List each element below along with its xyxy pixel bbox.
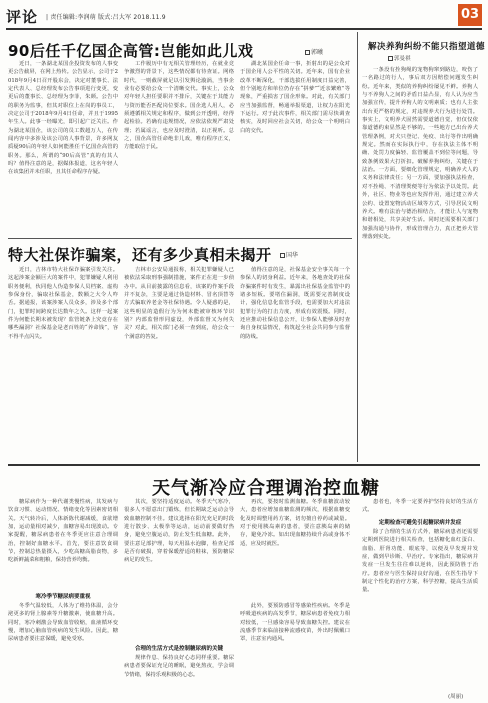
header-meta: | 责任编辑:李润萌 版式:吕大军 2018.11.9 <box>46 14 166 21</box>
author-box-icon <box>305 50 310 55</box>
article4-col3: 再次，要按时监测血糖。冬季血糖波动较大，患者应增加血糖监测的频次，根据血糖变化及时调整用药方案，切勿擅自停药或减量。对于使用胰岛素的患者，要注意胰岛素的储存，避免冷冻。如出现血糖持续升高或身体不适，应及时就医。 <box>240 499 350 547</box>
article3-author <box>388 54 411 62</box>
article1-author <box>305 47 323 56</box>
header-rule <box>6 28 482 30</box>
article4-col4b: 除了合理的生活方式外，糖尿病患者还需要定期到医院进行相关检查，包括糖化血红蛋白、血脂、肝肾功能、眼底等，以便及早发现并发症，做到早诊断、早治疗。专家指出，糖尿病并发症一旦发生往往难以逆转，因此预防胜于治疗。患者应与医生保持良好沟通，在医生指导下制定个性化的治疗方案，科学控糖，提高生活质量。 <box>362 529 478 594</box>
article1-col2: 工作履历中有无相关管理经历，在就业竞争激烈的背景下，这些情况都有待查证。网络时代，一则截屏就足以引发舆论漩涡，当事企业有必要给公众一个清晰交代。事实上，公众对年轻人担任要职并不排斥，关键在于其能力与资历能否匹配岗位要求。国企选人用人，必须遵循相关规定和程序，做到公开透明，经得起检验。若确有违规情况，应依法依规严肃处理；若属谣言，也应及时澄清，以正视听。总之，国企高管任命绝非儿戏，唯有程序正义，方能取信于民。 <box>124 61 234 151</box>
author-box-icon <box>388 56 393 61</box>
article4-subhead1: 寒冷季节糖尿病要重视 <box>35 594 91 600</box>
article2-author-name: 国华 <box>286 252 299 259</box>
article2-author <box>280 250 298 259</box>
article4-title: 天气渐冷应合理调治控血糖 <box>152 478 380 499</box>
article4-col3b: 此外，要预防感冒等感染性疾病。冬季是呼吸道疾病的高发季节，糖尿病患者免疫力相对较低，一旦感染容易导致血糖失控。建议在流感季节来临前接种流感疫苗，外出时佩戴口罩，注意室内通风。 <box>240 603 350 643</box>
article1-col1: 近日，一条湖北某国企投资发布的人事变更公告截屏，在网上热传。公告显示，公司于2018年9月4日召开股东会，决定对董事长、法定代表人、总经理发布公告事项进行变更，变更后的董事长、总经理为李菲，朱颜。公告中的职务为监事，但其对职位上在岗的事员工，决定公司于2018年9月4日任命，并且于1995年生人。此事一经曝光，即引起广泛关注。作为湖北某国企，该公司的员工数超万人，在传闻内容中多涉及该公司的人事背景，许多网友质疑90后的年轻人如何能胜任千亿国企高管的职务。那么，所谓的“90后高管”真的有其人吗？值得注意的是，据媒体报道，这名年轻人在该集团并未任职，且其任命程序存疑。 <box>8 61 118 176</box>
page-number: 03 <box>458 4 482 26</box>
article4-author: (周丽) <box>448 694 464 700</box>
article2-col3: 值得注意的是，社保基金安全事关每一个参保人的切身利益。近年来，各地查处的社保诈骗案件时有发生，暴露出社保基金监管中的诸多短板。要堵住漏洞，既需要完善制度设计，强化信息化监管手段，也需要加大对违法犯罪行为的打击力度，形成有效震慑。同时，还应推动社保信息公开，让参保人能够及时查询自身权益情况，构筑起全社会共同参与监督的防线。 <box>240 267 350 340</box>
article4-col1: 糖尿病作为一种代谢类慢性病，其发病与饮食习惯、运动情况、情绪变化等因素密切相关。天气转冷后，人体新陈代谢减缓，食欲增加，运动量相对减少，血糖容易出现波动。专家提醒，糖尿病患者在冬季更应注意合理调治，控制好血糖水平。首先，要注意饮食调节，控制总热量摄入，少吃高糖高脂食物，多吃新鲜蔬菜和粗粮，保持营养均衡。 <box>8 499 118 564</box>
article1-title: 90后任千亿国企高管:岂能如此儿戏 <box>8 42 254 60</box>
article3-title: 解决养狗纠纷不能只指望道德 <box>368 42 486 52</box>
article4-subhead3: 定期检查可避免引起糖尿病并发症 <box>378 520 462 526</box>
article1-col3: 湖北某国企任命一事，折射出的是公众对于国企用人公平性的关切。近年来，国有企业改革不断深化，干部选拔任用制度日益完善，但个别地方和单位仍存在“拼爹”“近亲繁殖”等现象，严重损害了国企形象。对此，有关部门应当加强监督，畅通举报渠道，让权力在阳光下运行。对于此次事件，相关部门需尽快调查核实，及时回应社会关切，给公众一个明明白白的交代。 <box>240 61 350 134</box>
divider-2 <box>8 464 480 466</box>
article3-body: 一条没有拴狗绳的宠物狗窜到路边，咬伤了一名路过的行人，事后双方因赔偿问题发生纠纷。近年来，类似的养狗纠纷屡见不鲜。养狗人与不养狗人之间的矛盾日益凸显，有人认为应当加强宣传，提升养狗人的文明素质；也有人主张出台更严格的规定，对违规养犬行为进行处罚。事实上，文明养犬固然需要道德自觉，但仅仅依靠道德约束显然是不够的。一些地方已出台养犬管理条例，对犬只登记、免疫、出行等作出明确规定。然而在实际执行中，存在执法主体不明确、处罚力度偏轻、监管覆盖不到位等问题，导致条例效果大打折扣。破解养狗纠纷，关键在于法治。一方面，要细化管理规定，明确养犬人的义务和法律责任；另一方面，要加强执法检查，对不拴绳、不清理粪便等行为依法予以处罚。此外，社区、物业等也应发挥作用，通过建立养犬公约、设置宠物活动区域等方式，引导居民文明养犬。唯有法治与德治相结合，才能让人与宠物和谐相处，共享美好生活。同时还需要相关部门加强沟通与协作，形成管理合力，真正把养犬管理落到实处。 <box>362 67 478 240</box>
article4-subhead2: 合理的生活方式是控制糖尿病的关键 <box>134 646 223 652</box>
article1-author-name: 郭曦 <box>311 49 324 56</box>
article2-col1: 近日，吉林市特大社保诈骗案引发关注。这起涉案金额巨大的案件中，犯罪嫌疑人利用职务便利，伙同他人伪造参保人员档案、虚构参保身份，骗取社保基金，数额之大令人咋舌。据通报，该案涉案人员众多，涉及多个部门，犯罪时间跨度长达数年之久。这样一起案件为何能长期未被发现？监管链条上究竟存在哪些漏洞？社保基金是老百姓的“养命钱”，容不得半点闪失。 <box>8 267 118 340</box>
article4-col2: 其次，要坚持适度运动。冬季天气寒冷，很多人不愿意出门锻炼，但长期缺乏运动会导致血糖控制不佳。建议选择在阳光充足的时段进行散步、太极拳等运动，运动前要做好热身，避免空腹运动，防止发生低血糖。此外，要注意足部护理，每天用温水泡脚，检查足部是否有破损，穿着保暖舒适的鞋袜，预防糖尿病足的发生。 <box>124 499 234 564</box>
divider-1 <box>8 238 352 239</box>
article4-col2b: 规律作息、保持良好心态同样重要。糖尿病患者要保证充足的睡眠，避免熬夜，学会调节情绪，保持乐观积极的心态。 <box>124 655 234 678</box>
article4-col4: 患者也，冬季一定要养护坚持良好的生活方式。 <box>362 499 478 514</box>
author-box-icon <box>280 253 285 258</box>
section-title: 评论 <box>6 8 39 26</box>
article4-col1b: 冬季气温较低，人体为了维持体温，会分泌更多的肾上腺素等升糖激素，使血糖升高。同时，寒冷刺激会导致血管收缩，血液循环变慢，增加心脑血管疾病的发生风险。因此，糖尿病患者要注意保暖，避免受寒。 <box>8 603 118 643</box>
column-divider <box>357 32 358 462</box>
article2-title: 特大社保诈骗案，还有多少真相未揭开 <box>8 246 272 264</box>
article2-col2: 吉林市公安局通报称，相关犯罪嫌疑人已被依法采取刑事强制措施，案件正在进一步侦办中。从目前披露的信息看，该案的作案手段并不复杂，主要是通过伪造材料、冒名顶替等方式骗取养老金等社保待遇。令人疑惑的是，这些明显的造假行为为何未能被审核环节识别？内部监督形同虚设，外部监督又为何失灵？对此，相关部门必须一查到底，给公众一个满意的答复。 <box>124 267 234 340</box>
article3-author-name: 郭曼祺 <box>394 56 411 62</box>
page-header <box>6 4 482 28</box>
